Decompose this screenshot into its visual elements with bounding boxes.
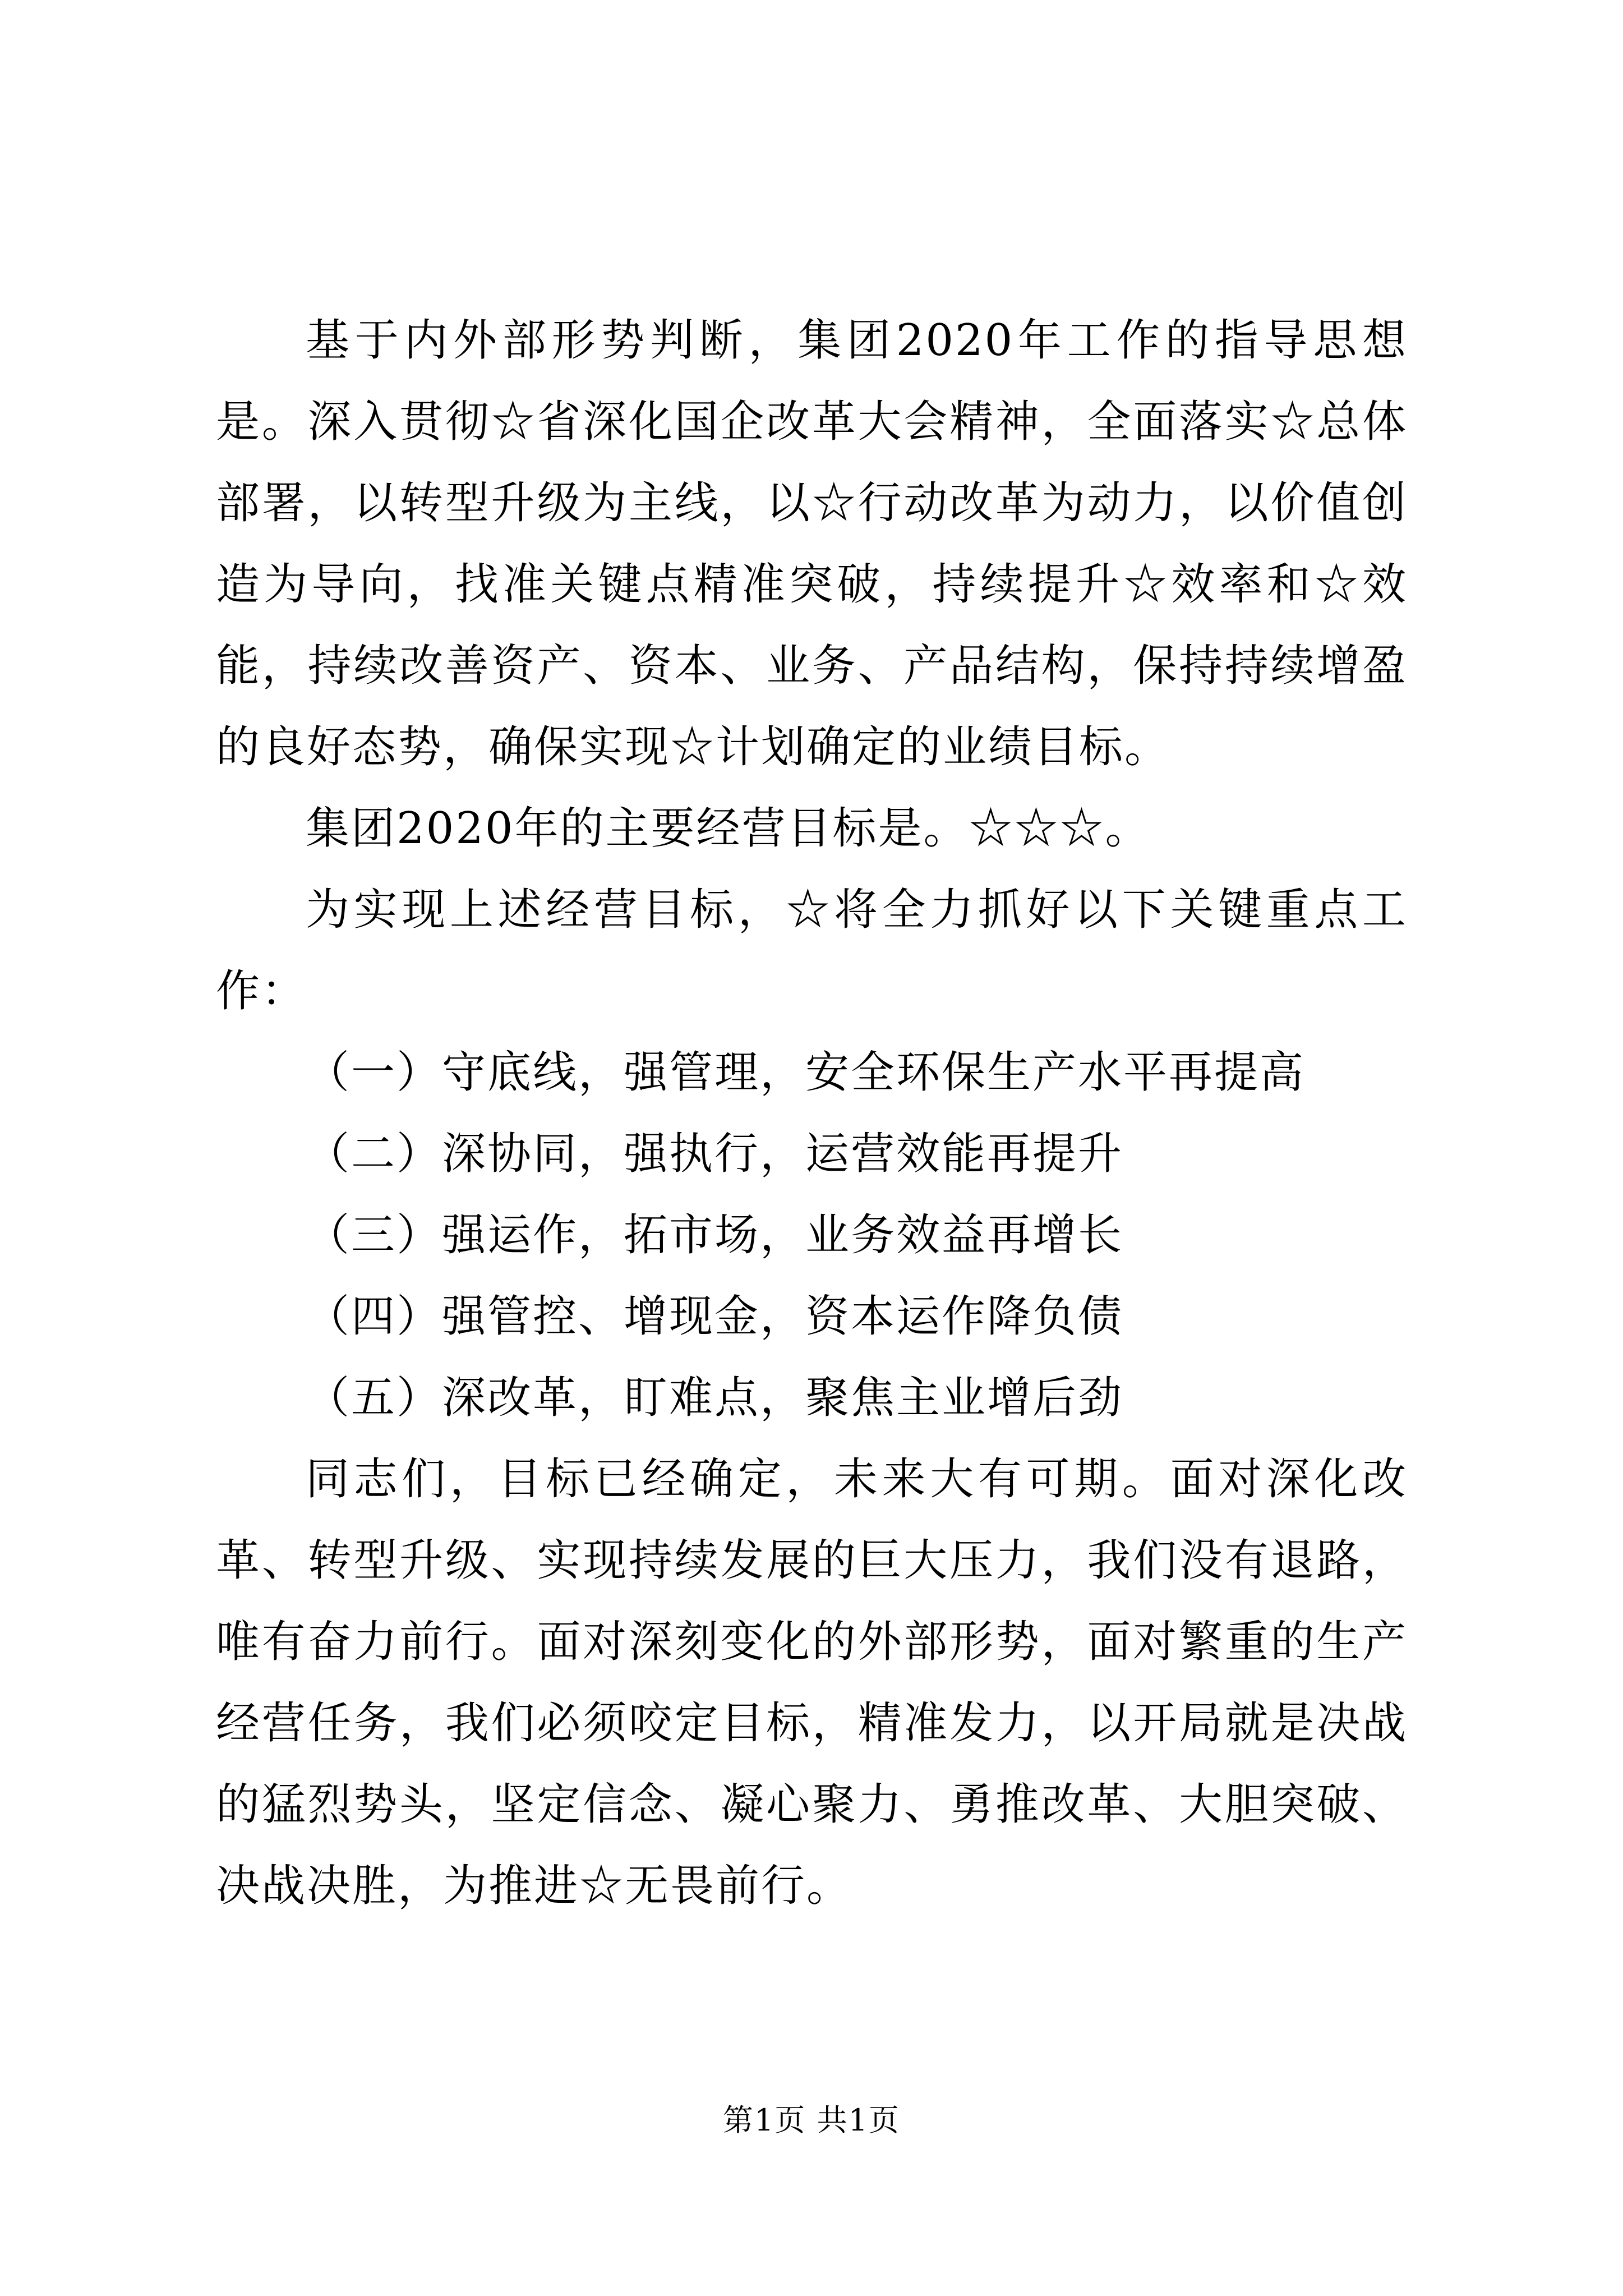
list-item: （一）守底线，强管理，安全环保生产水平再提高 bbox=[306, 1047, 1306, 1098]
paragraph-main-goals: 集团2020年的主要经营目标是。☆☆☆。 bbox=[306, 803, 1151, 854]
list-item: （二）深协同，强执行，运营效能再提升 bbox=[306, 1129, 1124, 1179]
list-item: （三）强运作，拓市场，业务效益再增长 bbox=[306, 1210, 1124, 1260]
paragraph-closing: 同志们，目标已经确定，未来大有可期。面对深化改革、转型升级、实现持续发展的巨大压力，我们没有退路，唯有奋力前行。面对深刻变化的外部形势，面对繁重的生产经营任务，我们必须咬定目标，精准发力，以开局就是决战的猛烈势头，坚定信念、凝心聚力、勇推改革、大胆突破、决战决胜，为推进☆无畏前行。 bbox=[216, 1454, 1408, 1911]
document-body bbox=[216, 300, 1408, 1927]
key-tasks-list bbox=[216, 1032, 1408, 1439]
paragraph-key-tasks-intro: 为实现上述经营目标，☆将全力抓好以下关键重点工作： bbox=[216, 885, 1408, 1016]
paragraph-guiding-ideology: 基于内外部形势判断，集团2020年工作的指导思想是。深入贯彻☆省深化国企改革大会精神，全面落实☆总体部署，以转型升级为主线，以☆行动改革为动力，以价值创造为导向，找准关键点精准突破，持续提升☆效率和☆效能，持续改善资产、资本、业务、产品结构，保持持续增盈的良好态势，确保实现☆计划确定的业绩目标。 bbox=[216, 315, 1408, 772]
list-item: （五）深改革，盯难点，聚焦主业增后劲 bbox=[306, 1373, 1124, 1423]
page-footer: 第1页 共1页 bbox=[723, 2102, 900, 2138]
list-item: （四）强管控、增现金，资本运作降负债 bbox=[306, 1291, 1124, 1342]
